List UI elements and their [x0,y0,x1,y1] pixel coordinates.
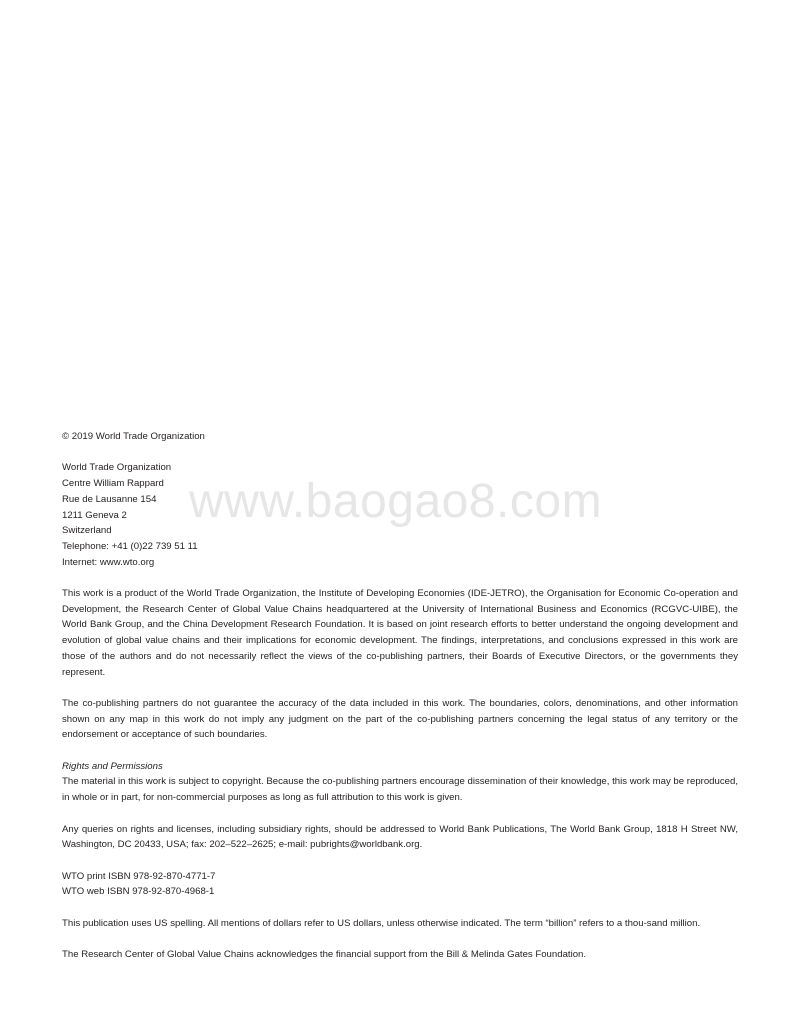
accuracy-disclaimer: The co-publishing partners do not guarantee the accuracy of the data included in this work. The boundaries, colors, denominations, and other information shown on any map in this work do not imply any judgment on the part of the co-publishing partners concerning the legal status of any territory or the endorsement or acceptance of such boundaries. [62,697,738,741]
telephone: Telephone: +41 (0)22 739 51 11 [62,540,198,552]
queries-paragraph: Any queries on rights and licenses, including subsidiary rights, should be addressed to World Bank Publications, The World Bank Group, 1818 H Street NW, Washington, DC 20433, USA; fax: 202–522–2625; e-mail: pubrights@worldbank.org. [62,823,738,851]
acknowledgement: The Research Center of Global Value Chains acknowledges the financial support from the Bill & Melinda Gates Foundation. [62,949,587,961]
address-line: 1211 Geneva 2 [62,509,127,521]
spelling-note: This publication uses US spelling. All mentions of dollars refer to US dollars, unless otherwise indicated. The term “billion” refers to a thou-sand million. [62,917,701,929]
rights-section [62,759,738,806]
isbn-block [62,869,738,900]
watermark: www.baogao8.com [189,475,603,528]
address-line: Centre William Rappard [62,478,164,490]
publisher-address [62,460,738,570]
isbn-print: WTO print ISBN 978-92-870-4771-7 [62,870,216,882]
address-line: Switzerland [62,525,112,537]
isbn-web: WTO web ISBN 978-92-870-4968-1 [62,886,215,898]
copyright-notice: © 2019 World Trade Organization [62,431,205,442]
rights-heading: Rights and Permissions [62,760,163,772]
copyright-page [62,429,738,963]
product-statement: This work is a product of the World Trade Organization, the Institute of Developing Economies (IDE-JETRO), the Organisation for Economic Co-operation and Development, the Research Center of Global Value Chains headquartered at the University of International Business and Economics (RCGVC-UIBE), the World Bank Group, and the China Development Research Foundation. It is based on joint research efforts to better understand the ongoing development and evolution of global value chains and their implications for economic development. The findings, interpretations, and conclusions expressed in this work are those of the authors and do not necessarily reflect the views of the co-publishing partners, their Boards of Executive Directors, or the governments they represent. [62,588,738,678]
address-line: Rue de Lausanne 154 [62,493,157,505]
rights-text: The material in this work is subject to copyright. Because the co-publishing partners encourage dissemination of their knowledge, this work may be reproduced, in whole or in part, for non-commercial purposes as long as full attribution to this work is given. [62,776,738,804]
website: Internet: www.wto.org [62,556,155,568]
address-line: World Trade Organization [62,462,172,474]
